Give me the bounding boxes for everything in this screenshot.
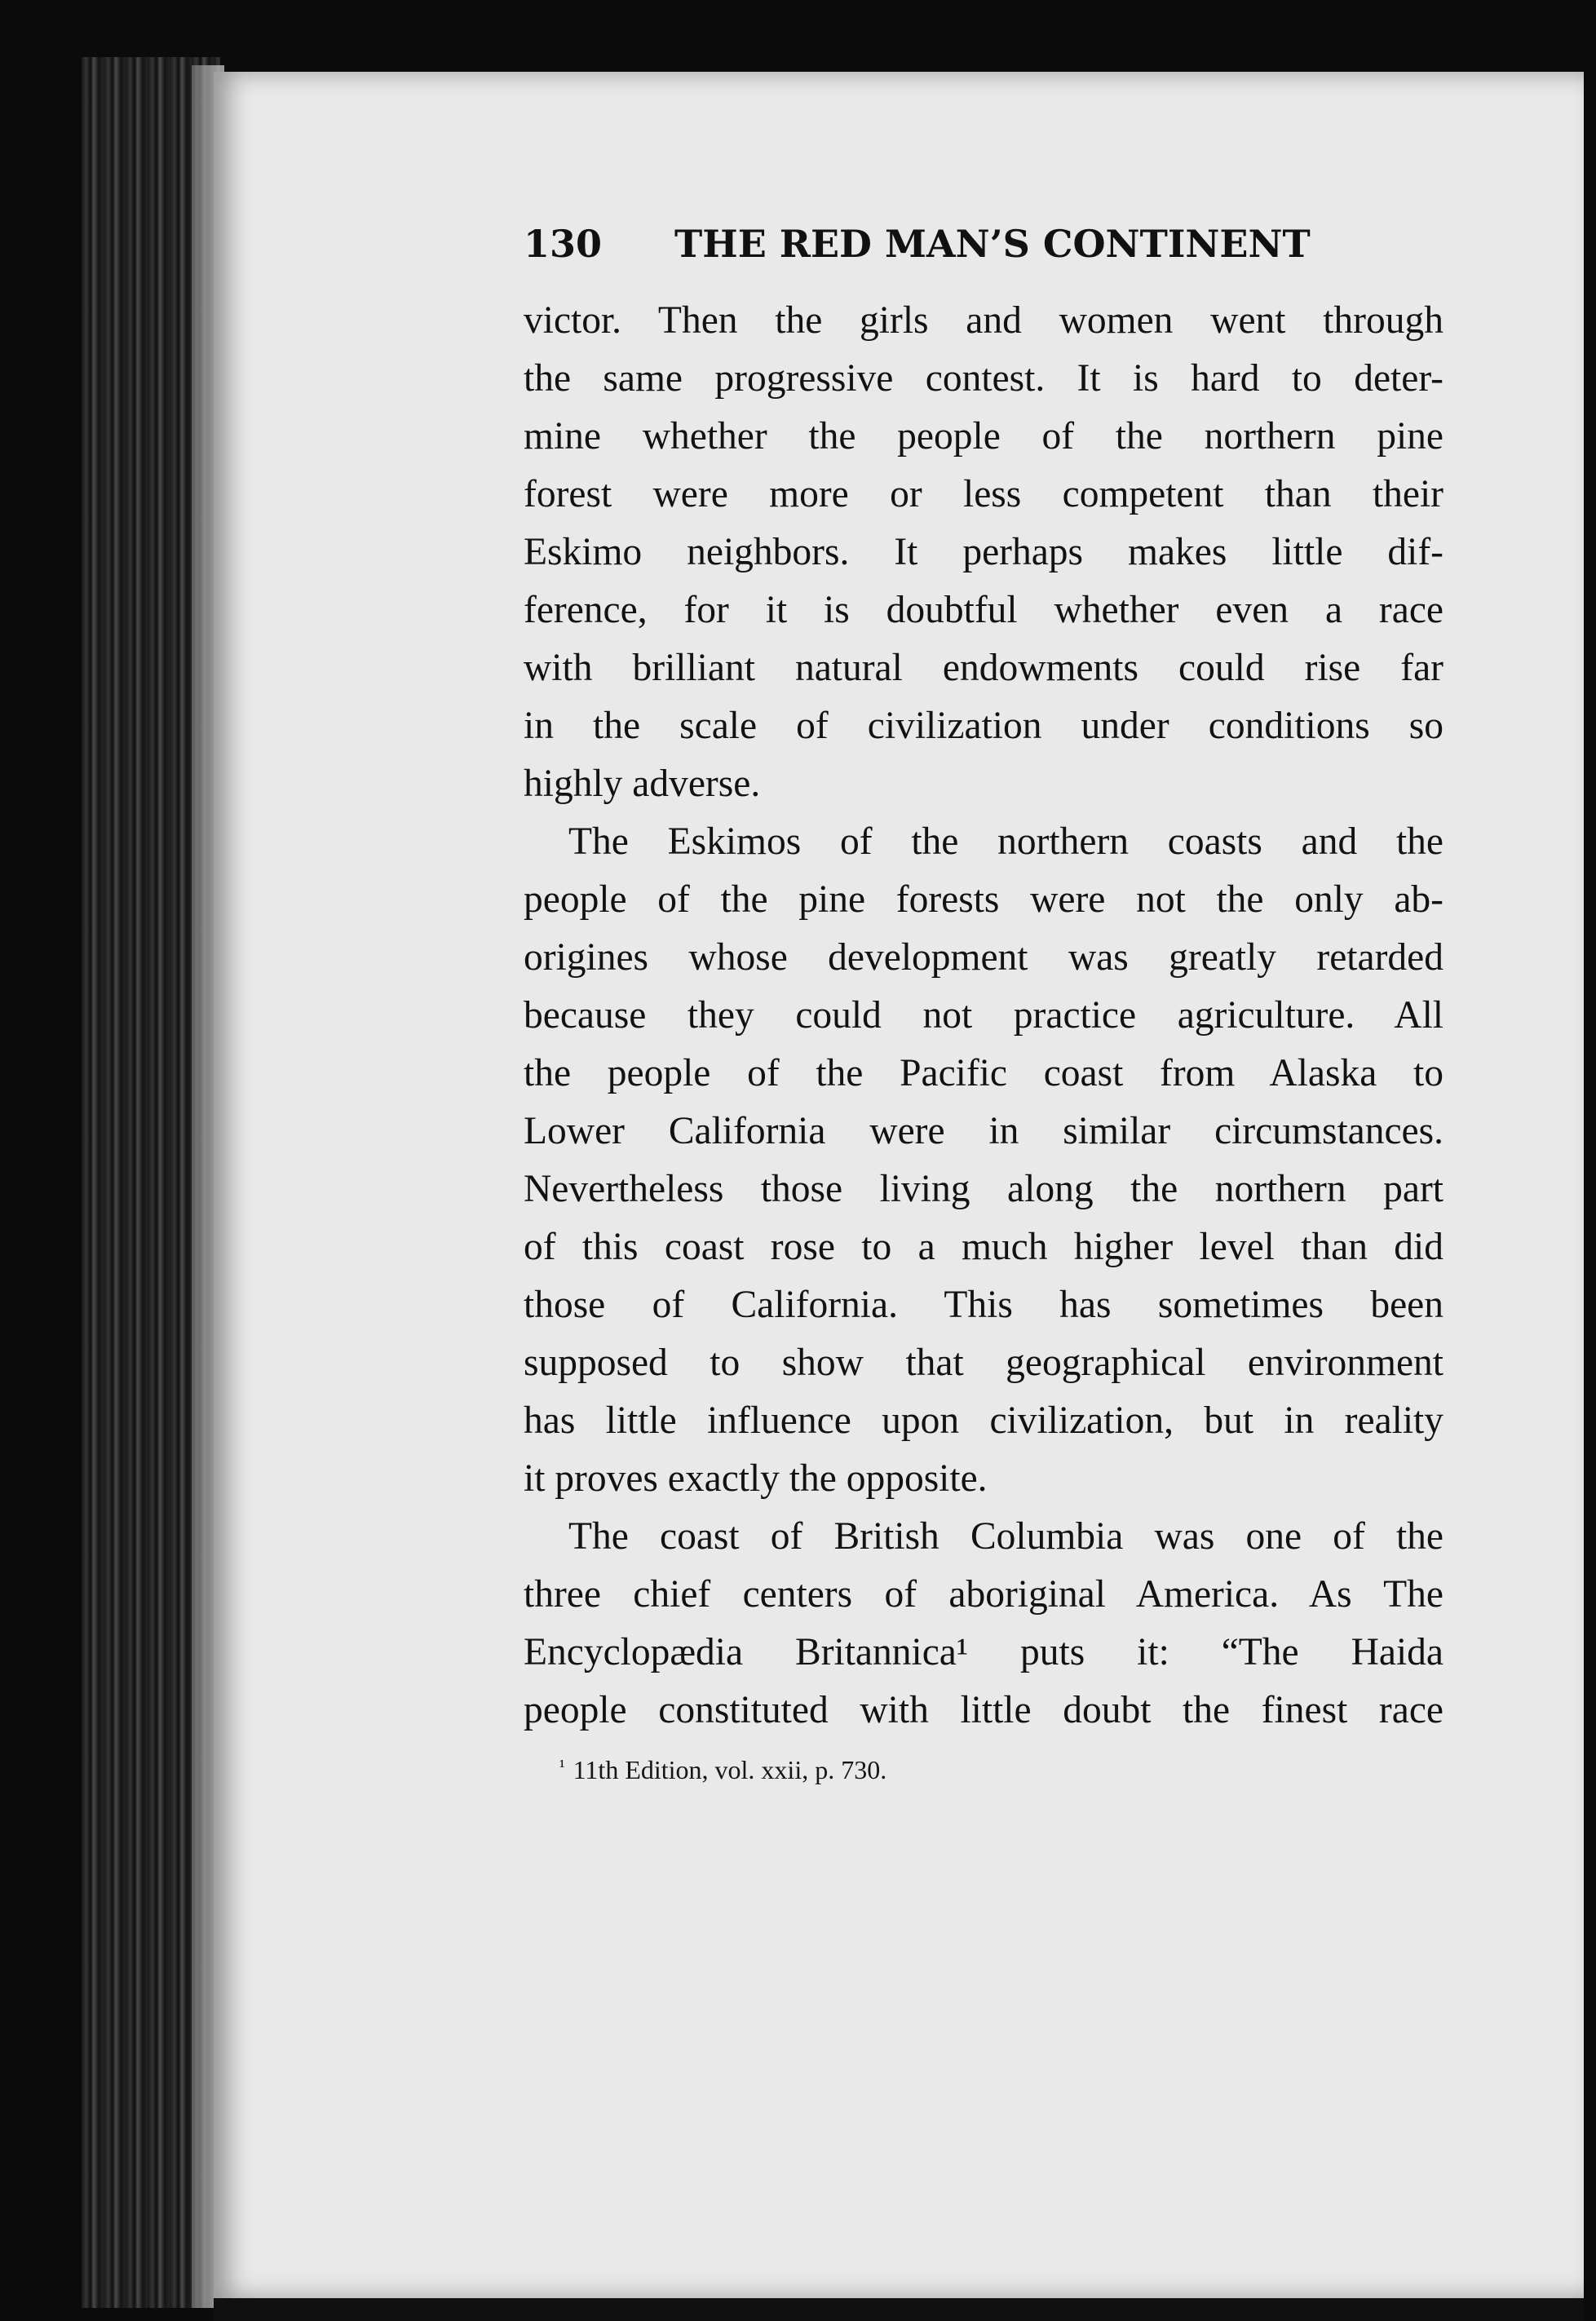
text-line: Eskimo neighbors. It perhaps makes little dif- (524, 531, 1443, 573)
text-line: Lower California were in similar circumstances. (524, 1110, 1443, 1152)
text-line: because they could not practice agriculture. All (524, 994, 1443, 1037)
text-line: Nevertheless those living along the northern part (524, 1168, 1443, 1210)
text-line: with brilliant natural endowments could rise far (524, 647, 1443, 689)
running-head-title: THE RED MAN’S CONTINENT (674, 222, 1311, 266)
text-line: people constituted with little doubt the finest race (524, 1689, 1443, 1731)
text-line: it proves exactly the opposite. (524, 1457, 988, 1500)
text-line: three chief centers of aboriginal America. As The (524, 1573, 1443, 1616)
text-line: highly adverse. (524, 763, 761, 805)
text-line: origines whose development was greatly retarded (524, 936, 1443, 979)
text-line: people of the pine forests were not the only ab- (524, 878, 1443, 921)
text-line: Encyclopædia Britannica¹ puts it: “The Haida (524, 1631, 1443, 1673)
text-line: has little influence upon civilization, but in reality (524, 1399, 1443, 1442)
text-line: The Eskimos of the northern coasts and the (568, 820, 1443, 863)
text-line: The coast of British Columbia was one of the (568, 1515, 1443, 1558)
text-line: supposed to show that geographical environment (524, 1342, 1443, 1384)
body-text (524, 292, 1443, 1740)
text-line: mine whether the people of the northern pine (524, 415, 1443, 458)
text-line: forest were more or less competent than their (524, 473, 1443, 515)
text-line: the same progressive contest. It is hard to deter- (524, 357, 1443, 400)
text-line: victor. Then the girls and women went through (524, 299, 1443, 342)
footnote (559, 1755, 886, 1785)
page-bottom-edge (214, 2298, 1584, 2321)
text-line: of this coast rose to a much higher level than did (524, 1226, 1443, 1268)
footnote-mark: ¹ (559, 1756, 565, 1776)
text-line: in the scale of civilization under conditions so (524, 705, 1443, 747)
text-line: those of California. This has sometimes been (524, 1284, 1443, 1326)
footnote-text: 11th Edition, vol. xxii, p. 730. (573, 1755, 887, 1784)
running-head (524, 222, 1339, 266)
text-line: ference, for it is doubtful whether even a race (524, 589, 1443, 631)
text-line: the people of the Pacific coast from Alaska to (524, 1052, 1443, 1094)
page-number: 130 (524, 222, 603, 266)
